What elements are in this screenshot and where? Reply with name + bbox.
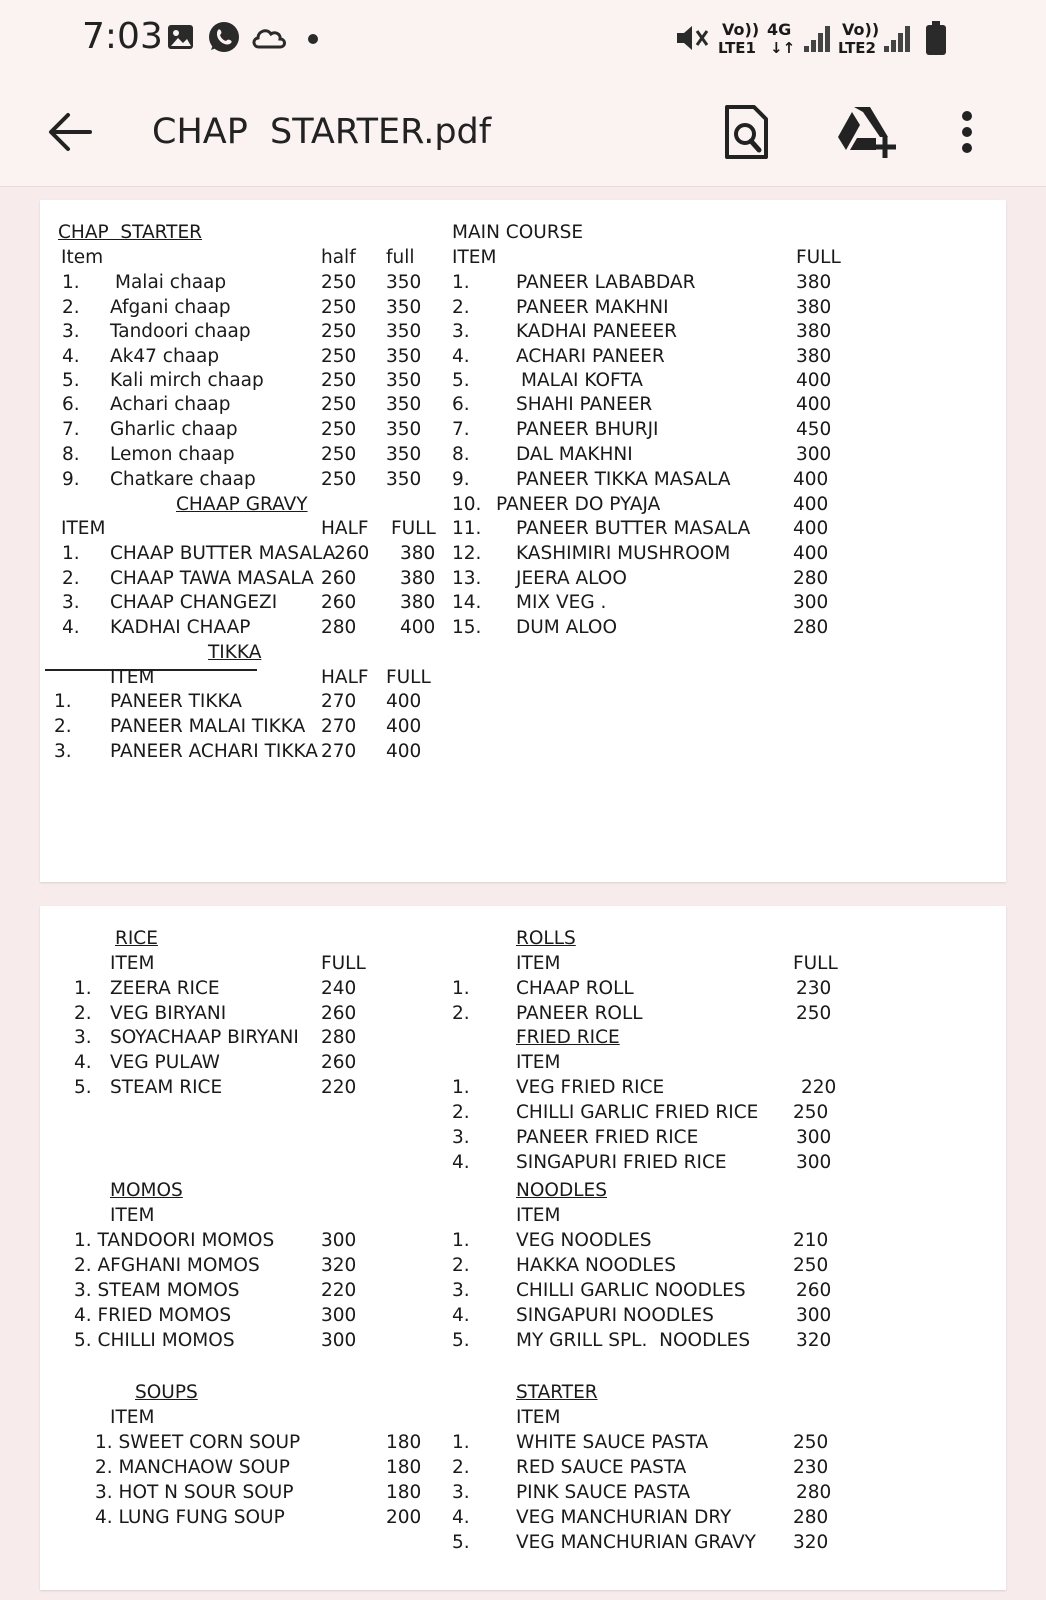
chap-starter-full-price: 350	[386, 394, 422, 415]
chaap-gravy-name: CHAAP BUTTER MASALA	[110, 543, 336, 564]
main-course-price: 400	[793, 494, 829, 515]
chaap-gravy-no: 1.	[62, 543, 80, 564]
chap-starter-half-price: 250	[321, 272, 357, 293]
tikka-name: PANEER MALAI TIKKA	[110, 716, 306, 737]
rice-price: 260	[321, 1052, 357, 1073]
main-course-name: MIX VEG .	[516, 592, 607, 613]
chap-starter-full-header: full	[386, 247, 415, 268]
chap-starter-no: 2.	[62, 297, 80, 318]
battery-icon	[924, 20, 948, 56]
main-course-price: 300	[793, 592, 829, 613]
network-type-label: 4G	[767, 20, 792, 39]
add-to-drive-icon[interactable]	[836, 104, 898, 158]
starter-price: 230	[793, 1457, 829, 1478]
search-document-icon[interactable]	[722, 104, 770, 160]
document-title: CHAP STARTER.pdf	[152, 112, 492, 152]
noodles-price: 300	[796, 1305, 832, 1326]
main-course-price: 450	[796, 419, 832, 440]
starter-no: 4.	[452, 1507, 470, 1528]
fried-rice-name: VEG FRIED RICE	[516, 1077, 665, 1098]
chaap-gravy-half-price: 260	[334, 543, 370, 564]
main-course-no: 14.	[452, 592, 482, 613]
main-course-price: 400	[793, 469, 829, 490]
tikka-no: 2.	[54, 716, 72, 737]
rolls-title: ROLLS	[516, 928, 576, 949]
noodles-price: 320	[796, 1330, 832, 1351]
main-course-no: 12.	[452, 543, 482, 564]
soups-name: 4. LUNG FUNG SOUP	[95, 1507, 285, 1528]
fried-rice-price: 220	[801, 1077, 837, 1098]
main-course-name: PANEER LABABDAR	[516, 272, 696, 293]
fried-rice-title: FRIED RICE	[516, 1027, 620, 1048]
chap-starter-name: Malai chaap	[115, 272, 227, 293]
main-course-price: 380	[796, 346, 832, 367]
back-arrow-icon[interactable]	[46, 110, 94, 154]
rolls-price: 250	[796, 1003, 832, 1024]
chap-starter-no: 8.	[62, 444, 80, 465]
chap-starter-half-price: 250	[321, 469, 357, 490]
rice-name: VEG PULAW	[110, 1052, 220, 1073]
starter-name: VEG MANCHURIAN DRY	[516, 1507, 732, 1528]
fried-rice-name: SINGAPURI FRIED RICE	[516, 1152, 727, 1173]
sim2-network-label: LTE2	[838, 39, 876, 57]
rolls-item-header: ITEM	[516, 953, 561, 974]
sim1-volte-label: Vo))	[722, 20, 760, 39]
sim2-volte-label: Vo))	[842, 20, 880, 39]
chaap-gravy-full-header: FULL	[391, 518, 436, 539]
chaap-gravy-no: 3.	[62, 592, 80, 613]
chap-starter-name: Chatkare chaap	[110, 469, 256, 490]
starter-name: WHITE SAUCE PASTA	[516, 1432, 709, 1453]
soups-name: 2. MANCHAOW SOUP	[95, 1457, 290, 1478]
tikka-name: PANEER ACHARI TIKKA	[110, 741, 318, 762]
tikka-full-header: FULL	[386, 667, 431, 688]
noodles-name: VEG NOODLES	[516, 1230, 652, 1251]
rolls-name: PANEER ROLL	[516, 1003, 643, 1024]
starter-name: RED SAUCE PASTA	[516, 1457, 687, 1478]
fried-rice-name: CHILLI GARLIC FRIED RICE	[516, 1102, 759, 1123]
chaap-gravy-title: CHAAP GRAVY	[176, 494, 308, 515]
whatsapp-icon	[206, 19, 242, 55]
tikka-no: 1.	[54, 691, 72, 712]
starter-price: 250	[793, 1432, 829, 1453]
main-course-no: 6.	[452, 394, 470, 415]
soups-title: SOUPS	[135, 1382, 198, 1403]
chaap-gravy-half-price: 260	[321, 568, 357, 589]
rice-no: 3.	[74, 1027, 92, 1048]
noodles-name: HAKKA NOODLES	[516, 1255, 676, 1276]
main-course-no: 2.	[452, 297, 470, 318]
main-course-no: 11.	[452, 518, 482, 539]
chap-starter-no: 6.	[62, 394, 80, 415]
main-course-price: 400	[793, 518, 829, 539]
momos-name: 4. FRIED MOMOS	[74, 1305, 232, 1326]
main-course-name: PANEER BHURJI	[516, 419, 659, 440]
chap-starter-half-header: half	[321, 247, 356, 268]
starter-price: 320	[793, 1532, 829, 1553]
chap-starter-half-price: 250	[321, 394, 357, 415]
tikka-item-header: ITEM	[110, 667, 155, 688]
chap-starter-no: 3.	[62, 321, 80, 342]
main-course-item-header: ITEM	[452, 247, 497, 268]
chap-starter-no: 7.	[62, 419, 80, 440]
fried-rice-no: 4.	[452, 1152, 470, 1173]
status-time: 7:03	[82, 16, 163, 57]
rolls-no: 1.	[452, 978, 470, 999]
tikka-half-price: 270	[321, 741, 357, 762]
chaap-gravy-half-header: HALF	[321, 518, 369, 539]
rolls-price: 230	[796, 978, 832, 999]
momos-name: 2. AFGHANI MOMOS	[74, 1255, 260, 1276]
chaap-gravy-name: CHAAP CHANGEZI	[110, 592, 278, 613]
main-course-price: 380	[796, 272, 832, 293]
main-course-name: JEERA ALOO	[516, 568, 627, 589]
main-course-price: 400	[796, 370, 832, 391]
gallery-icon	[166, 22, 196, 52]
main-course-name: PANEER DO PYAJA	[496, 494, 661, 515]
chap-starter-name: Ak47 chaap	[110, 346, 220, 367]
chap-starter-name: Lemon chaap	[110, 444, 235, 465]
soups-price: 200	[386, 1507, 422, 1528]
chap-starter-full-price: 350	[386, 419, 422, 440]
chap-starter-half-price: 250	[321, 321, 357, 342]
main-course-name: PANEER TIKKA MASALA	[516, 469, 731, 490]
rice-full-header: FULL	[321, 953, 366, 974]
main-course-name: DAL MAKHNI	[516, 444, 633, 465]
chaap-gravy-full-price: 400	[400, 617, 436, 638]
tikka-full-price: 400	[386, 691, 422, 712]
chap-starter-no: 5.	[62, 370, 80, 391]
noodles-price: 210	[793, 1230, 829, 1251]
notification-dot-icon	[307, 33, 319, 45]
chap-starter-no: 4.	[62, 346, 80, 367]
fried-rice-price: 250	[793, 1102, 829, 1123]
main-course-price: 380	[796, 321, 832, 342]
chap-starter-name: Kali mirch chaap	[110, 370, 264, 391]
chap-starter-half-price: 250	[321, 444, 357, 465]
starter-name: VEG MANCHURIAN GRAVY	[516, 1532, 756, 1553]
chap-starter-name: Tandoori chaap	[110, 321, 251, 342]
noodles-price: 250	[793, 1255, 829, 1276]
noodles-name: MY GRILL SPL. NOODLES	[516, 1330, 751, 1351]
chap-starter-half-price: 250	[321, 297, 357, 318]
main-course-full-header: FULL	[796, 247, 841, 268]
noodles-name: CHILLI GARLIC NOODLES	[516, 1280, 746, 1301]
rice-name: SOYACHAAP BIRYANI	[110, 1027, 299, 1048]
rice-item-header: ITEM	[110, 953, 155, 974]
main-course-no: 5.	[452, 370, 470, 391]
rice-no: 5.	[74, 1077, 92, 1098]
status-bar	[0, 0, 1046, 80]
chap-starter-half-price: 250	[321, 346, 357, 367]
chaap-gravy-no: 2.	[62, 568, 80, 589]
momos-name: 1. TANDOORI MOMOS	[74, 1230, 275, 1251]
chaap-gravy-name: CHAAP TAWA MASALA	[110, 568, 314, 589]
chaap-gravy-item-header: ITEM	[61, 518, 106, 539]
fried-rice-price: 300	[796, 1127, 832, 1148]
noodles-no: 2.	[452, 1255, 470, 1276]
tikka-half-price: 270	[321, 716, 357, 737]
momos-price: 300	[321, 1330, 357, 1351]
main-course-name: MALAI KOFTA	[521, 370, 643, 391]
chaap-gravy-half-price: 280	[321, 617, 357, 638]
main-course-price: 280	[793, 617, 829, 638]
noodles-no: 5.	[452, 1330, 470, 1351]
mute-icon	[675, 22, 711, 54]
fried-rice-no: 3.	[452, 1127, 470, 1148]
momos-title: MOMOS	[110, 1180, 183, 1201]
tikka-title: TIKKA	[208, 642, 262, 663]
chap-starter-full-price: 350	[386, 469, 422, 490]
noodles-name: SINGAPURI NOODLES	[516, 1305, 714, 1326]
starter-no: 3.	[452, 1482, 470, 1503]
noodles-no: 1.	[452, 1230, 470, 1251]
main-course-no: 1.	[452, 272, 470, 293]
tikka-half-price: 270	[321, 691, 357, 712]
cloud-icon	[250, 24, 288, 50]
chap-starter-no: 9.	[62, 469, 80, 490]
chaap-gravy-no: 4.	[62, 617, 80, 638]
chap-starter-full-price: 350	[386, 346, 422, 367]
chap-starter-name: Afgani chaap	[110, 297, 231, 318]
chaap-gravy-full-price: 380	[400, 543, 436, 564]
sim1-network-label: LTE1	[718, 39, 756, 57]
main-course-name: SHAHI PANEER	[516, 394, 653, 415]
signal-2-icon	[884, 26, 910, 52]
main-course-price: 400	[793, 543, 829, 564]
signal-1-icon	[804, 26, 830, 52]
momos-name: 3. STEAM MOMOS	[74, 1280, 240, 1301]
chaap-gravy-full-price: 380	[400, 568, 436, 589]
starter-price: 280	[796, 1482, 832, 1503]
main-course-no: 15.	[452, 617, 482, 638]
main-course-no: 9.	[452, 469, 470, 490]
momos-price: 300	[321, 1305, 357, 1326]
starter-title: STARTER	[516, 1382, 598, 1403]
chap-starter-full-price: 350	[386, 297, 422, 318]
noodles-title: NOODLES	[516, 1180, 607, 1201]
main-course-name: DUM ALOO	[516, 617, 618, 638]
rice-price: 260	[321, 1003, 357, 1024]
main-course-no: 8.	[452, 444, 470, 465]
starter-item-header: ITEM	[516, 1407, 561, 1428]
chap-starter-half-price: 250	[321, 419, 357, 440]
rice-name: STEAM RICE	[110, 1077, 223, 1098]
starter-no: 1.	[452, 1432, 470, 1453]
main-course-name: KADHAI PANEEER	[516, 321, 677, 342]
soups-name: 1. SWEET CORN SOUP	[95, 1432, 301, 1453]
starter-name: PINK SAUCE PASTA	[516, 1482, 691, 1503]
tikka-half-header: HALF	[321, 667, 369, 688]
tikka-name: PANEER TIKKA	[110, 691, 242, 712]
rice-price: 280	[321, 1027, 357, 1048]
starter-no: 5.	[452, 1532, 470, 1553]
rice-name: ZEERA RICE	[110, 978, 220, 999]
starter-price: 280	[793, 1507, 829, 1528]
rice-no: 2.	[74, 1003, 92, 1024]
main-course-title: MAIN COURSE	[452, 222, 584, 243]
main-course-price: 400	[796, 394, 832, 415]
rolls-full-header: FULL	[793, 953, 838, 974]
rice-title: RICE	[115, 928, 158, 949]
main-course-price: 300	[796, 444, 832, 465]
main-course-name: PANEER MAKHNI	[516, 297, 669, 318]
noodles-price: 260	[796, 1280, 832, 1301]
main-course-no: 10.	[452, 494, 482, 515]
soups-price: 180	[386, 1432, 422, 1453]
rice-price: 240	[321, 978, 357, 999]
fried-rice-no: 2.	[452, 1102, 470, 1123]
main-course-no: 7.	[452, 419, 470, 440]
main-course-no: 4.	[452, 346, 470, 367]
chaap-gravy-full-price: 380	[400, 592, 436, 613]
soups-item-header: ITEM	[110, 1407, 155, 1428]
chaap-gravy-half-price: 260	[321, 592, 357, 613]
chap-starter-half-price: 250	[321, 370, 357, 391]
soups-price: 180	[386, 1457, 422, 1478]
chap-starter-item-header: Item	[61, 247, 104, 268]
main-course-price: 280	[793, 568, 829, 589]
chap-starter-name: Achari chaap	[110, 394, 231, 415]
momos-price: 320	[321, 1255, 357, 1276]
rice-price: 220	[321, 1077, 357, 1098]
momos-price: 300	[321, 1230, 357, 1251]
rice-no: 4.	[74, 1052, 92, 1073]
main-course-name: PANEER BUTTER MASALA	[516, 518, 751, 539]
tikka-no: 3.	[54, 741, 72, 762]
noodles-no: 3.	[452, 1280, 470, 1301]
main-course-name: ACHARI PANEER	[516, 346, 665, 367]
fried-rice-no: 1.	[452, 1077, 470, 1098]
network-activity-icon: ↓↑	[770, 39, 796, 57]
fried-rice-price: 300	[796, 1152, 832, 1173]
soups-name: 3. HOT N SOUR SOUP	[95, 1482, 294, 1503]
chaap-gravy-name: KADHAI CHAAP	[110, 617, 251, 638]
momos-price: 220	[321, 1280, 357, 1301]
rolls-no: 2.	[452, 1003, 470, 1024]
tikka-full-price: 400	[386, 716, 422, 737]
starter-no: 2.	[452, 1457, 470, 1478]
momos-item-header: ITEM	[110, 1205, 155, 1226]
main-course-no: 13.	[452, 568, 482, 589]
main-course-price: 380	[796, 297, 832, 318]
more-options-icon[interactable]	[959, 108, 975, 156]
rice-name: VEG BIRYANI	[110, 1003, 227, 1024]
chap-starter-full-price: 350	[386, 370, 422, 391]
soups-price: 180	[386, 1482, 422, 1503]
chap-starter-title: CHAP STARTER	[58, 222, 203, 243]
noodles-no: 4.	[452, 1305, 470, 1326]
chap-starter-full-price: 350	[386, 444, 422, 465]
chap-starter-no: 1.	[62, 272, 80, 293]
momos-name: 5. CHILLI MOMOS	[74, 1330, 235, 1351]
fried-rice-item-header: ITEM	[516, 1052, 561, 1073]
main-course-no: 3.	[452, 321, 470, 342]
tikka-full-price: 400	[386, 741, 422, 762]
chap-starter-full-price: 350	[386, 272, 422, 293]
rice-no: 1.	[74, 978, 92, 999]
fried-rice-name: PANEER FRIED RICE	[516, 1127, 699, 1148]
chap-starter-full-price: 350	[386, 321, 422, 342]
rolls-name: CHAAP ROLL	[516, 978, 634, 999]
noodles-item-header: ITEM	[516, 1205, 561, 1226]
chap-starter-name: Gharlic chaap	[110, 419, 238, 440]
main-course-name: KASHIMIRI MUSHROOM	[516, 543, 731, 564]
